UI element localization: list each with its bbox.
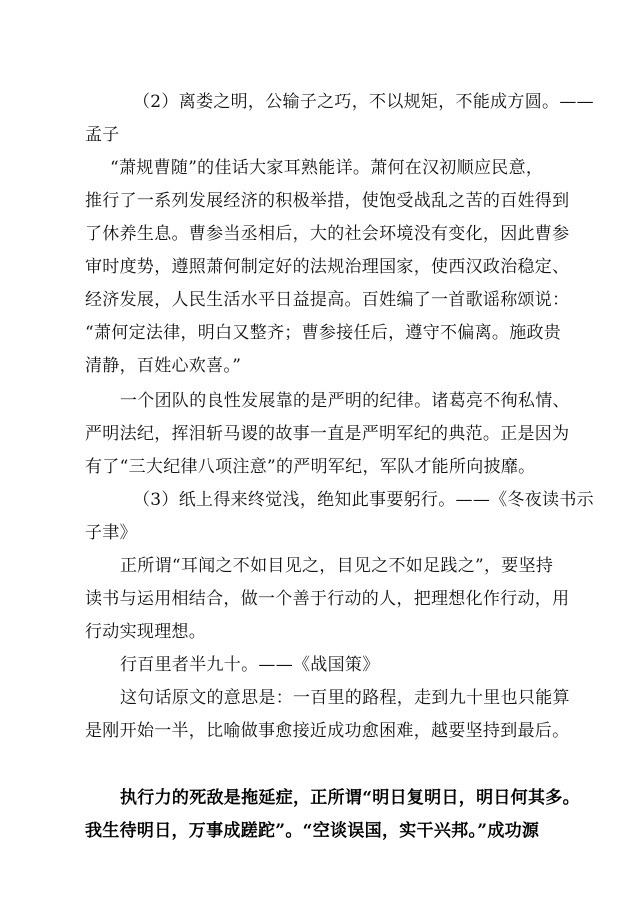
quote-source-line: 子聿》 bbox=[85, 523, 137, 543]
paragraph-line: 严明法纪，挥泪斩马谡的故事一直是严明军纪的典范。正是因为 bbox=[85, 424, 570, 444]
paragraph-line: 清静，百姓心欢喜。” bbox=[85, 356, 242, 376]
paragraph-line: 一个团队的良性发展靠的是严明的纪律。诸葛亮不徇私情、 bbox=[120, 391, 570, 411]
paragraph-line: 经济发展，人民生活水平日益提高。百姓编了一首歌谣称颂说： bbox=[85, 290, 570, 310]
paragraph-line: “萧规曹随”的佳话大家耳熟能详。萧何在汉初顺应民意， bbox=[110, 158, 544, 178]
quote-heading: 行百里者半九十。——《战国策》 bbox=[120, 655, 380, 675]
paragraph-line: 推行了一系列发展经济的积极举措，使饱受战乱之苦的百姓得到 bbox=[85, 191, 570, 211]
quote-source-line: 孟子 bbox=[85, 125, 120, 145]
paragraph-line: 是刚开始一半，比喻做事愈接近成功愈困难，越要坚持到最后。 bbox=[85, 721, 570, 741]
paragraph-line: 正所谓“耳闻之不如目见之，目见之不如足践之”，要坚持 bbox=[120, 556, 554, 576]
quote-heading-3: （3）纸上得来终觉浅，绝知此事要躬行。——《冬夜读书示 bbox=[133, 490, 594, 510]
bold-paragraph-line: 我生待明日，万事成蹉跎”。“空谈误国，实干兴邦。”成功源 bbox=[85, 821, 540, 841]
paragraph-line: 行动实现理想。 bbox=[85, 622, 207, 642]
paragraph-line: 这句话原文的意思是：一百里的路程，走到九十里也只能算 bbox=[120, 688, 570, 708]
paragraph-line: 读书与运用相结合，做一个善于行动的人，把理想化作行动，用 bbox=[85, 589, 570, 609]
paragraph-line: “萧何定法律，明白又整齐；曹参接任后，遵守不偏离。施政贵 bbox=[85, 323, 562, 343]
quote-heading-2: （2）离娄之明，公输子之巧，不以规矩，不能成方圆。—— bbox=[133, 92, 594, 112]
bold-paragraph-line: 执行力的死敌是拖延症，正所谓“明日复明日，明日何其多。 bbox=[120, 788, 580, 808]
paragraph-line: 有了“三大纪律八项注意”的严明军纪，军队才能所向披靡。 bbox=[85, 457, 536, 477]
paragraph-line: 了休养生息。曹参当丞相后，大的社会环境没有变化，因此曹参 bbox=[85, 224, 570, 244]
paragraph-line: 审时度势，遵照萧何制定好的法规治理国家，使西汉政治稳定、 bbox=[85, 257, 570, 277]
